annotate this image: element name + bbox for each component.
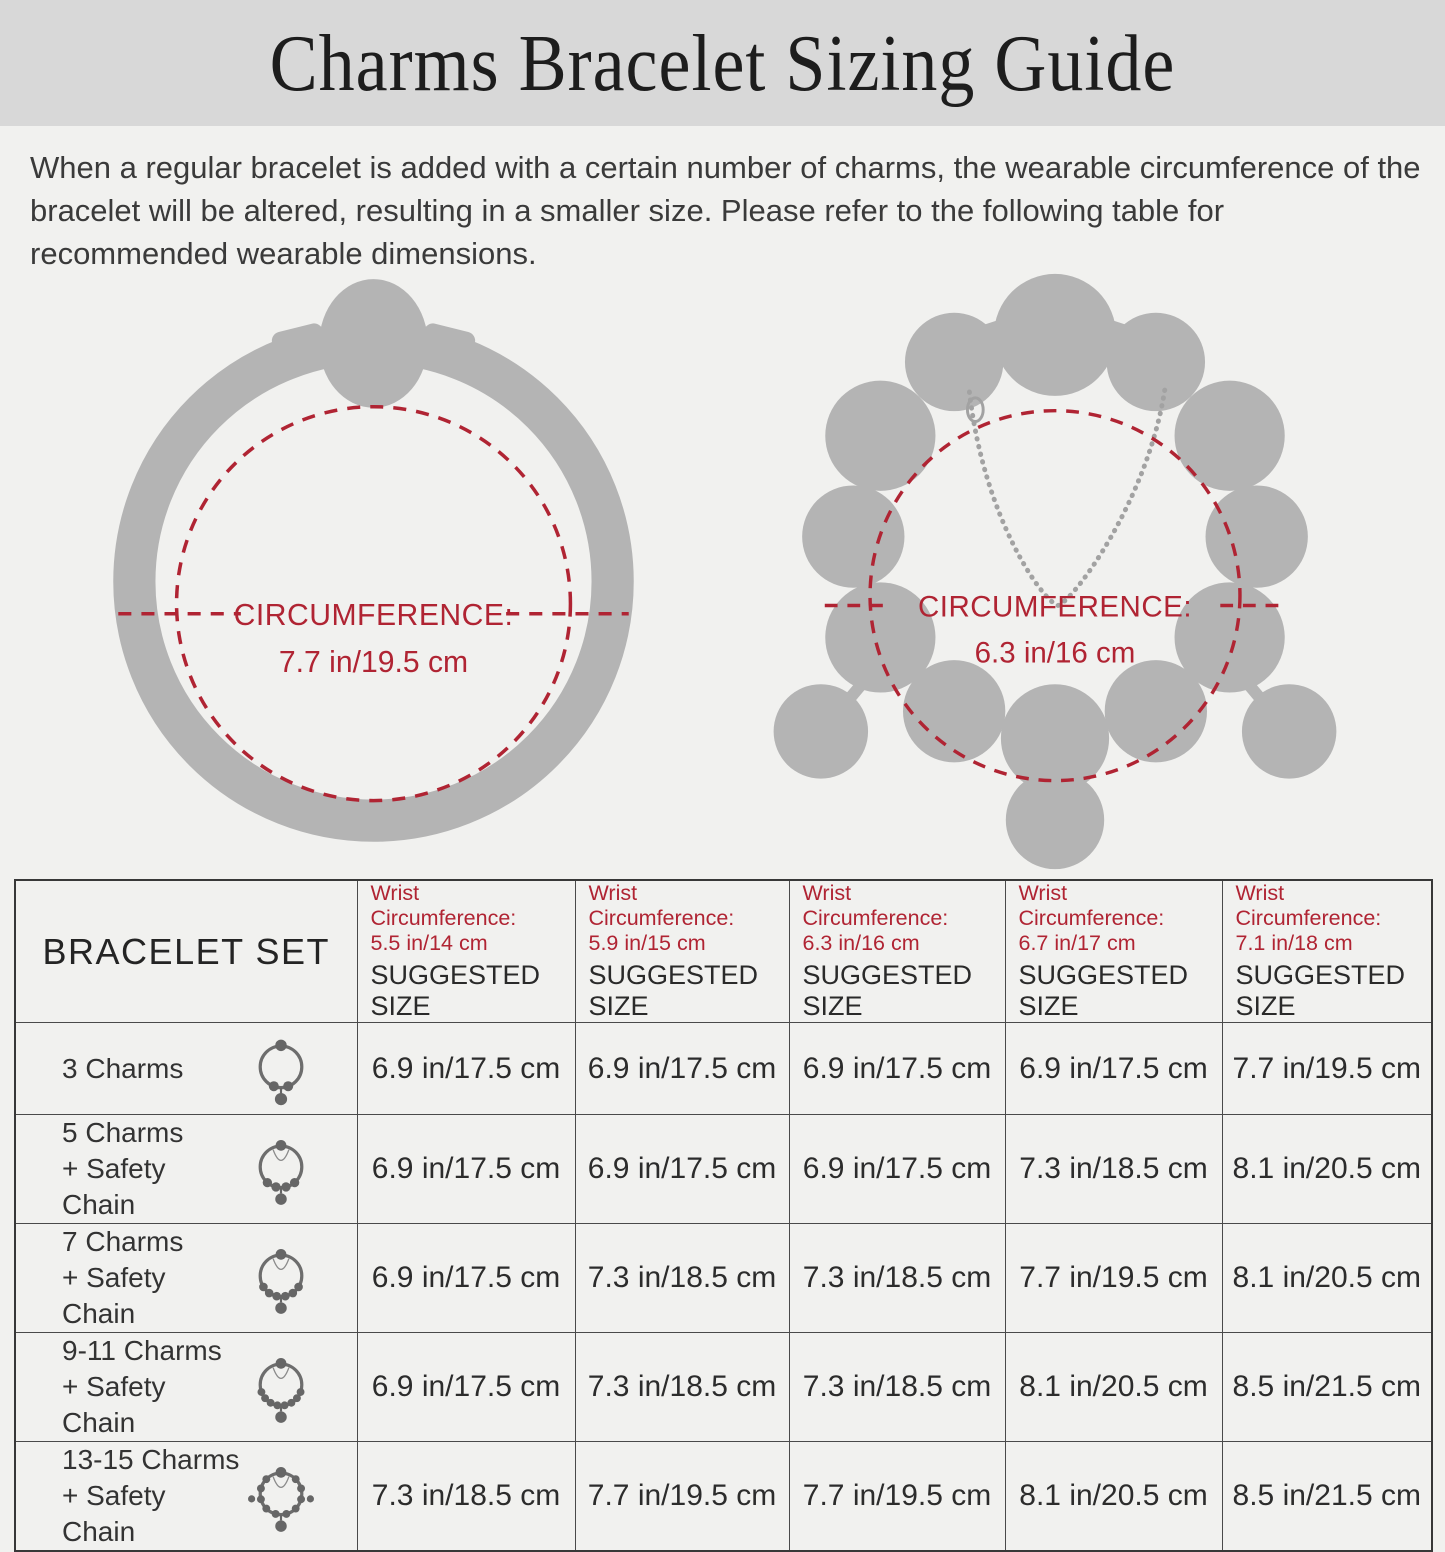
page-title: Charms Bracelet Sizing Guide: [269, 17, 1176, 108]
bracelet-set-label: 13-15 Charms + Safety Chain: [62, 1444, 240, 1547]
sizing-table: [14, 879, 1433, 1552]
wrist-measure: 6.7 in/17 cm: [1018, 931, 1136, 955]
size-value: 7.3 in/18.5 cm: [357, 1442, 575, 1552]
bracelet-set-label: 9-11 Charms + Safety Chain: [62, 1335, 222, 1438]
size-value: 7.7 in/19.5 cm: [575, 1442, 789, 1552]
suggested-size-label: SUGGESTED SIZE: [588, 960, 759, 1021]
table-row-9-11-charms: [15, 1333, 1432, 1442]
column-header-6-7: [1005, 880, 1222, 1023]
wrist-measure: 5.5 in/14 cm: [370, 931, 488, 955]
charm-bracelet-illustration: [730, 269, 1380, 879]
size-value: 7.3 in/18.5 cm: [789, 1333, 1005, 1442]
table-row-7-charms: [15, 1224, 1432, 1333]
suggested-size-label: SUGGESTED SIZE: [802, 960, 973, 1021]
size-value: 6.9 in/17.5 cm: [357, 1023, 575, 1115]
column-header-5-5: [357, 880, 575, 1023]
charm-beads: [774, 274, 1337, 869]
size-value: 8.1 in/20.5 cm: [1005, 1333, 1222, 1442]
size-value: 6.9 in/17.5 cm: [789, 1115, 1005, 1224]
size-value: 7.7 in/19.5 cm: [789, 1442, 1005, 1552]
size-value: 6.9 in/17.5 cm: [575, 1023, 789, 1115]
table-header-row: [15, 880, 1432, 1023]
wrist-circumference-label: Wrist Circumference:: [370, 881, 517, 930]
bracelet-set-icon: [245, 1031, 317, 1107]
size-value: 6.9 in/17.5 cm: [575, 1115, 789, 1224]
size-value: 7.3 in/18.5 cm: [1005, 1115, 1222, 1224]
suggested-size-label: SUGGESTED SIZE: [370, 960, 541, 1021]
circumference-value: 6.3 in/16 cm: [974, 636, 1136, 670]
circumference-label: CIRCUMFERENCE:: [917, 590, 1193, 624]
wrist-measure: 6.3 in/16 cm: [802, 931, 920, 955]
bracelet-set-label: 7 Charms + Safety Chain: [62, 1226, 184, 1329]
bracelet-set-icon: [245, 1131, 317, 1207]
size-value: 7.3 in/18.5 cm: [575, 1224, 789, 1333]
intro-text: When a regular bracelet is added with a certain number of charms, the wearable circumference of the bracelet will be altered, resulting in a smaller size. Please refer to the following table for recommended wearable dimensions.: [30, 150, 1421, 271]
table-row-5-charms: [15, 1115, 1432, 1224]
wrist-circumference-label: Wrist Circumference:: [1018, 881, 1165, 930]
suggested-size-label: SUGGESTED SIZE: [1235, 960, 1406, 1021]
size-value: 7.7 in/19.5 cm: [1222, 1023, 1432, 1115]
wrist-circumference-label: Wrist Circumference:: [1235, 881, 1382, 930]
size-value: 8.1 in/20.5 cm: [1222, 1224, 1432, 1333]
wrist-measure: 5.9 in/15 cm: [588, 931, 706, 955]
table-row-3-charms: [15, 1023, 1432, 1115]
title-band: [0, 0, 1445, 126]
size-value: 8.1 in/20.5 cm: [1005, 1442, 1222, 1552]
size-value: 7.3 in/18.5 cm: [575, 1333, 789, 1442]
bracelet-set-icon: [245, 1240, 317, 1316]
bracelet-band: [134, 342, 612, 820]
size-value: 8.1 in/20.5 cm: [1222, 1115, 1432, 1224]
bracelet-set-icon: [245, 1458, 317, 1534]
column-header-6-3: [789, 880, 1005, 1023]
size-value: 6.9 in/17.5 cm: [1005, 1023, 1222, 1115]
size-value: 7.3 in/18.5 cm: [789, 1224, 1005, 1333]
bracelet-set-header: BRACELET SET: [15, 880, 357, 1023]
bracelet-set-label: 5 Charms + Safety Chain: [62, 1117, 184, 1220]
plain-bracelet-diagram: [60, 275, 688, 868]
clasp-bead: [319, 279, 428, 408]
size-value: 6.9 in/17.5 cm: [357, 1224, 575, 1333]
column-header-7-1: [1222, 880, 1432, 1023]
table-row-13-15-charms: [15, 1442, 1432, 1552]
bracelet-set-icon: [245, 1349, 317, 1425]
circumference-value: 7.7 in/19.5 cm: [278, 645, 469, 679]
size-value: 6.9 in/17.5 cm: [357, 1115, 575, 1224]
diagrams-section: [0, 275, 1445, 879]
size-value: 6.9 in/17.5 cm: [789, 1023, 1005, 1115]
plain-bracelet-illustration: [60, 275, 688, 863]
charm-bracelet-diagram: [730, 269, 1380, 884]
circumference-label: CIRCUMFERENCE:: [233, 598, 514, 632]
column-header-5-9: [575, 880, 789, 1023]
size-value: 8.5 in/21.5 cm: [1222, 1333, 1432, 1442]
size-value: 8.5 in/21.5 cm: [1222, 1442, 1432, 1552]
bracelet-set-label: 3 Charms: [62, 1052, 184, 1084]
size-value: 7.7 in/19.5 cm: [1005, 1224, 1222, 1333]
wrist-circumference-label: Wrist Circumference:: [802, 881, 949, 930]
wrist-measure: 7.1 in/18 cm: [1235, 931, 1353, 955]
size-value: 6.9 in/17.5 cm: [357, 1333, 575, 1442]
wrist-circumference-label: Wrist Circumference:: [588, 881, 735, 930]
safety-chain: [969, 387, 1165, 605]
suggested-size-label: SUGGESTED SIZE: [1018, 960, 1189, 1021]
